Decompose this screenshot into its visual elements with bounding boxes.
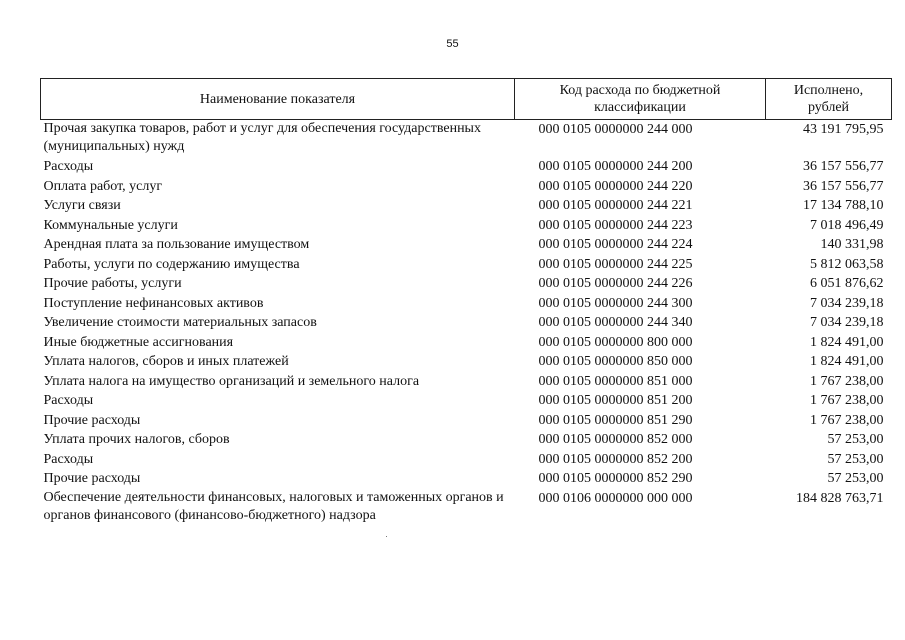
indicator-name-cell: Расходы (43, 159, 94, 174)
table-row (41, 333, 892, 353)
table-row (41, 391, 892, 411)
amount-cell: 184 828 763,71 (796, 490, 884, 506)
expense-code-cell: 000 0105 0000000 244 221 (538, 198, 693, 213)
expense-code-cell: 000 0105 0000000 244 200 (538, 159, 693, 174)
expense-code-cell: 000 0105 0000000 852 000 (538, 432, 693, 447)
amount-cell: 36 157 556,77 (803, 178, 884, 194)
indicator-name-cell: Поступление нефинансовых активов (43, 295, 264, 311)
indicator-name-cell: Обеспечение деятельности финансовых, налоговых и таможенных органов и органов финансового (финансово-бюджетного) надзора (43, 489, 504, 523)
amount-cell: 1 824 491,00 (810, 334, 884, 350)
amount-cell: 7 034 239,18 (810, 295, 884, 311)
expense-code-cell: 000 0105 0000000 244 300 (538, 295, 693, 311)
amount-cell: 1 767 238,00 (810, 373, 884, 389)
table-row (41, 216, 892, 236)
indicator-name-cell: Увеличение стоимости материальных запасов (43, 315, 317, 330)
expense-code-cell: 000 0105 0000000 244 000 (538, 122, 693, 137)
expense-code-cell: 000 0105 0000000 852 200 (538, 451, 693, 467)
expense-code-cell: 000 0105 0000000 852 290 (538, 471, 693, 486)
table-row (41, 177, 892, 197)
amount-cell: 6 051 876,62 (810, 276, 884, 291)
expense-code-cell: 000 0106 0000000 000 000 (538, 490, 693, 506)
amount-cell: 1 767 238,00 (810, 393, 884, 408)
table-row (41, 450, 892, 470)
amount-cell: 17 134 788,10 (803, 198, 884, 213)
indicator-name-cell: Прочая закупка товаров, работ и услуг для обеспечения государственных (муниципальных) нужд (43, 121, 481, 154)
expense-code-cell: 000 0105 0000000 851 290 (538, 412, 693, 428)
page-number: 55 (446, 38, 459, 50)
amount-cell: 57 253,00 (827, 451, 884, 467)
indicator-name-cell: Расходы (43, 451, 94, 467)
header-indicator-name: Наименование показателя (41, 79, 515, 120)
expense-code-cell: 000 0105 0000000 244 226 (538, 276, 693, 291)
indicator-name-cell: Коммунальные услуги (43, 217, 178, 233)
indicator-name-cell: Уплата налога на имущество организаций и земельного налога (43, 373, 420, 389)
expense-code-cell: 000 0105 0000000 244 224 (538, 237, 693, 252)
indicator-name-cell: Арендная плата за пользование имуществом (43, 237, 310, 252)
table-row (41, 255, 892, 275)
amount-cell: 5 812 063,58 (810, 256, 884, 272)
expense-code-cell: 000 0105 0000000 244 225 (538, 256, 693, 272)
indicator-name-cell: Расходы (43, 393, 94, 408)
amount-cell: 7 034 239,18 (810, 315, 884, 330)
indicator-name-cell: Оплата работ, услуг (43, 178, 163, 194)
amount-cell: 140 331,98 (820, 237, 884, 252)
table-row (41, 120, 892, 158)
header-executed-amount: Исполнено, рублей (766, 79, 892, 120)
indicator-name-cell: Прочие расходы (43, 412, 141, 428)
table-row (41, 372, 892, 392)
indicator-name-cell: Работы, услуги по содержанию имущества (43, 256, 300, 272)
indicator-name-cell: Уплата налогов, сборов и иных платежей (43, 354, 289, 369)
expense-code-cell: 000 0105 0000000 851 200 (538, 393, 693, 408)
expense-code-cell: 000 0105 0000000 244 223 (538, 217, 693, 233)
table-row (41, 235, 892, 255)
budget-execution-table (40, 78, 892, 526)
expense-code-cell: 000 0105 0000000 244 220 (538, 178, 693, 194)
table-row (41, 430, 892, 450)
table-body (41, 120, 892, 526)
amount-cell: 57 253,00 (827, 432, 884, 447)
table-row (41, 196, 892, 216)
header-row (41, 79, 892, 120)
header-expense-code: Код расхода по бюджетной классификации (515, 79, 766, 120)
amount-cell: 43 191 795,95 (803, 122, 884, 137)
indicator-name-cell: Услуги связи (43, 198, 121, 213)
expense-code-cell: 000 0105 0000000 244 340 (538, 315, 693, 330)
amount-cell: 36 157 556,77 (803, 159, 884, 174)
expense-code-cell: 000 0105 0000000 851 000 (538, 373, 693, 389)
amount-cell: 7 018 496,49 (810, 217, 884, 233)
indicator-name-cell: Прочие работы, услуги (43, 276, 182, 291)
scan-speck (386, 536, 387, 537)
table-row (41, 157, 892, 177)
table-row (41, 294, 892, 314)
amount-cell: 1 767 238,00 (810, 412, 884, 428)
indicator-name-cell: Иные бюджетные ассигнования (43, 334, 234, 350)
indicator-name-cell: Уплата прочих налогов, сборов (43, 432, 230, 447)
table-row (41, 411, 892, 431)
table-header (41, 79, 892, 120)
amount-cell: 57 253,00 (827, 471, 884, 486)
indicator-name-cell: Прочие расходы (43, 471, 141, 486)
table-row (41, 313, 892, 333)
amount-cell: 1 824 491,00 (810, 354, 884, 369)
expense-code-cell: 000 0105 0000000 850 000 (538, 354, 693, 369)
expense-code-cell: 000 0105 0000000 800 000 (538, 334, 693, 350)
table-row (41, 469, 892, 489)
table-row (41, 274, 892, 294)
table-row (41, 352, 892, 372)
table-row (41, 489, 892, 526)
